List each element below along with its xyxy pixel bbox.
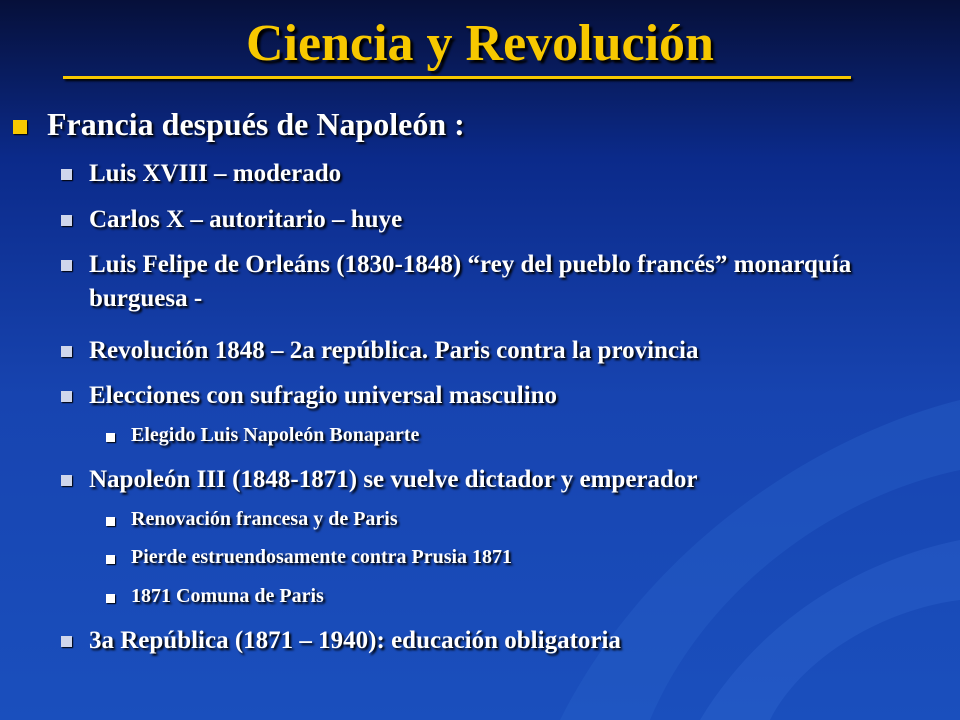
bullet-square-icon [106,433,115,442]
list-item: Carlos X – autoritario – huye [89,206,403,233]
bullet-square-icon [106,594,115,603]
bullet-square-icon [61,260,72,271]
list-item: Elecciones con sufragio universal masculino [89,382,558,409]
list-item: Napoleón III (1848-1871) se vuelve dictador y emperador [89,466,698,493]
bullet-square-icon [106,555,115,564]
bullet-square-icon [61,475,72,486]
heading-text: Francia después de Napoleón : [47,106,465,142]
list-item: Luis Felipe de Orleáns (1830-1848) “rey del pueblo francés” monarquía burguesa - [89,251,852,312]
list-subitem: Renovación francesa y de Paris [131,508,398,530]
list-subitem: 1871 Comuna de Paris [131,585,324,607]
bullet-square-icon [61,346,72,357]
bullet-square-icon [61,391,72,402]
list-item: Revolución 1848 – 2a república. Paris contra la provincia [89,337,699,364]
bullet-square-icon [13,120,27,134]
bullet-square-icon [61,636,72,647]
list-subitem: Pierde estruendosamente contra Prusia 1871 [131,546,513,568]
bullet-square-icon [106,517,115,526]
bullet-square-icon [61,169,72,180]
list-subitem: Elegido Luis Napoleón Bonaparte [131,424,420,446]
list-item: 3a República (1871 – 1940): educación obligatoria [89,627,621,654]
list-item: Luis XVIII – moderado [89,160,342,187]
slide-title: Ciencia y Revolución [246,15,714,72]
bullet-square-icon [61,215,72,226]
